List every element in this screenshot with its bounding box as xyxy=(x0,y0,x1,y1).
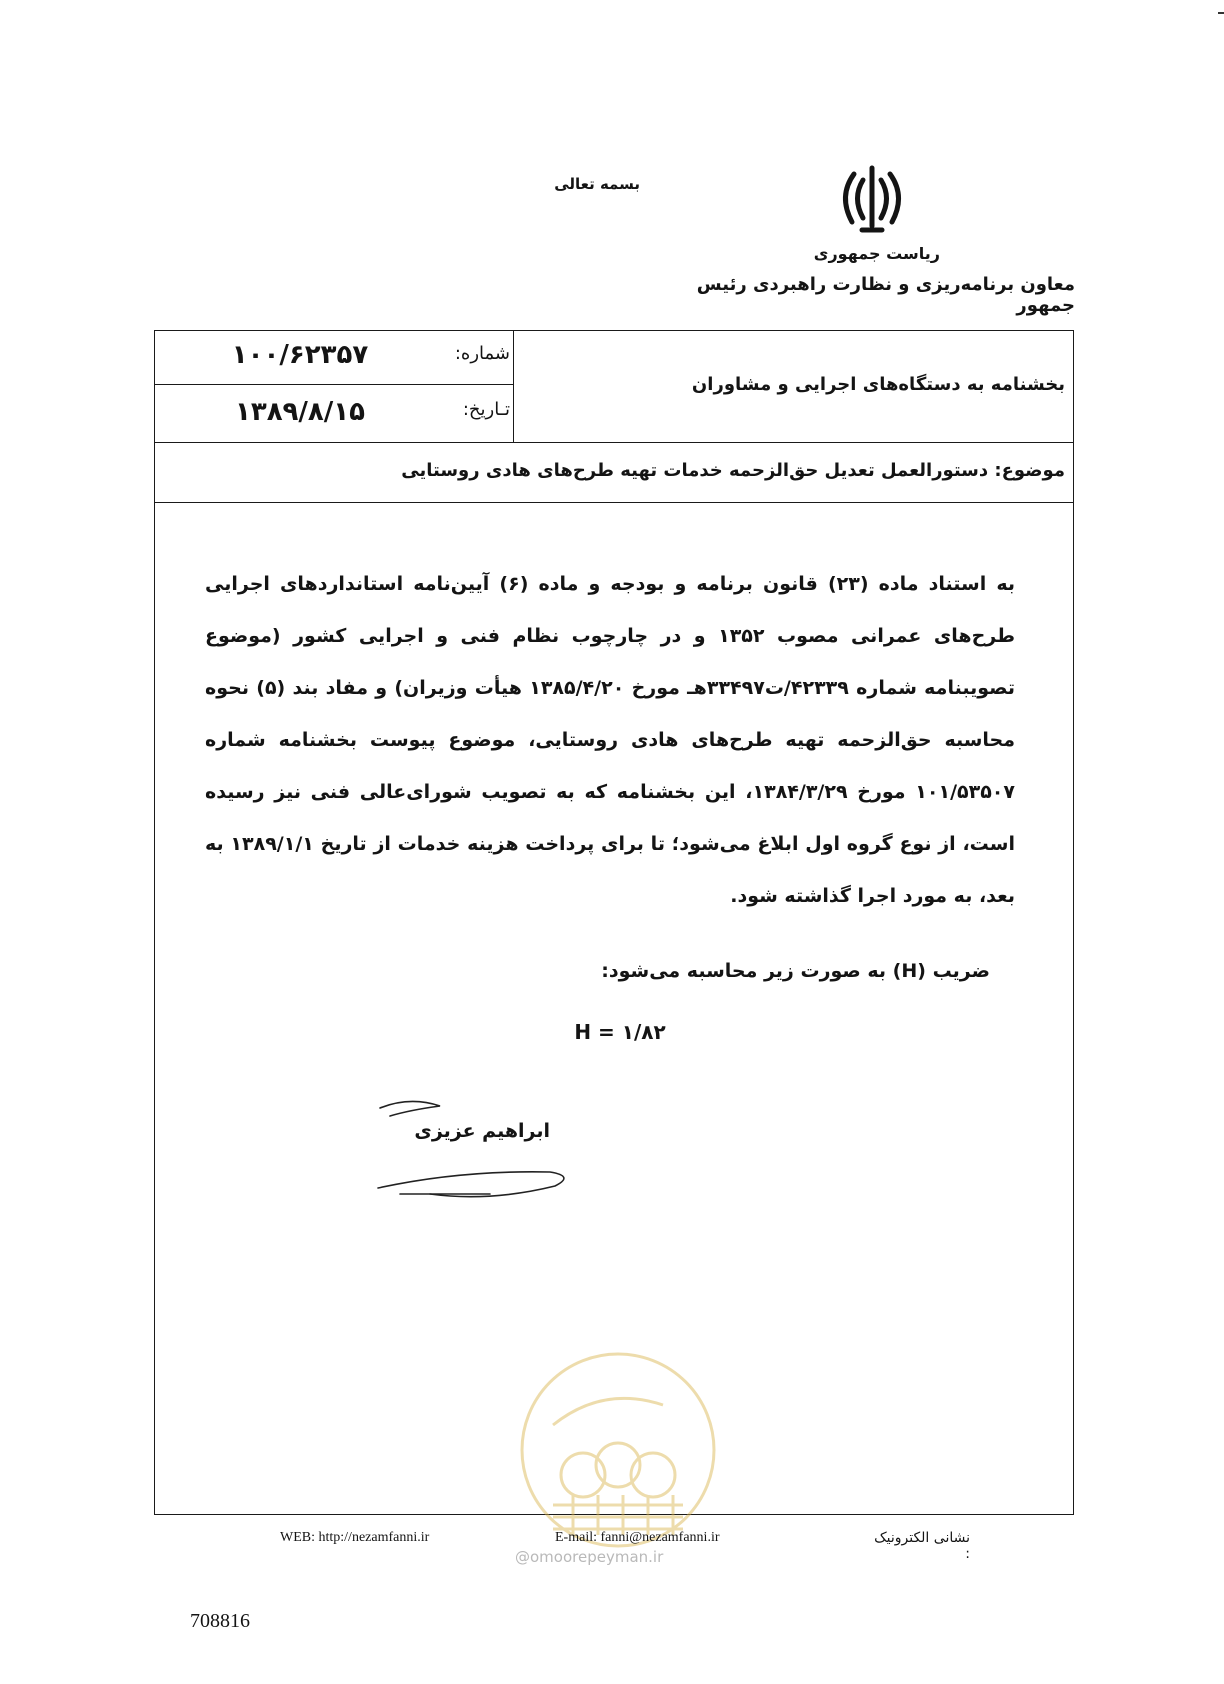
addressee-line: بخشنامه به دستگاه‌های اجرایی و مشاوران xyxy=(691,374,1065,395)
date-value: ۱۳۸۹/۸/۱۵ xyxy=(234,397,366,427)
signature-scribble xyxy=(370,1090,610,1200)
body-paragraph: به استناد ماده (۲۳) قانون برنامه و بودجه و ماده (۶) آیین‌نامه استانداردهای اجرایی طرح‌های عمرانی مصوب ۱۳۵۲ و در چارچوب نظام فنی و اجرایی کشور (موضوع تصویبنامه شماره ۴۲۳۳۹/ت۳۳۴۹۷هـ مورخ ۱۳۸۵/۴/۲۰ هیأت وزیران) و مفاد بند (۵) نحوه محاسبه حق‌الزحمه تهیه طرح‌های هادی روستایی، موضوع پیوست بخشنامه شماره ۱۰۱/۵۳۵۰۷ مورخ ۱۳۸۴/۳/۲۹، این بخشنامه که به تصویب شورای‌عالی فنی نیز رسیده است، از نوع گروه اول ابلاغ می‌شود؛ تا برای پرداخت هزینه خدمات از تاریخ ۱۳۸۹/۱/۱ به بعد، به مورد اجرا گذاشته شود. xyxy=(205,573,1015,907)
letter-frame xyxy=(154,330,1074,1515)
number-value: ۱۰۰/۶۲۳۵۷ xyxy=(231,340,369,370)
number-label: شماره: xyxy=(454,343,510,364)
deputy-title: معاون برنامه‌ریزی و نظارت راهبردی رئیس جمهور xyxy=(696,274,1075,316)
coefficient-label: ضریب (H) به صورت زیر محاسبه می‌شود: xyxy=(601,960,990,982)
date-label: تـاریخ: xyxy=(462,399,510,420)
iran-emblem-icon xyxy=(832,164,912,240)
coefficient-formula: H = ۱/۸۲ xyxy=(574,1020,666,1044)
signer-name: ابراهیم عزیزی xyxy=(414,1120,550,1142)
subject-divider xyxy=(154,502,1074,503)
footer-email: E-mail: fanni@nezamfanni.ir xyxy=(555,1530,720,1545)
meta-divider xyxy=(154,384,514,385)
organization-name: ریاست جمهوری xyxy=(813,244,940,263)
footer-email-label: نشانی الکترونیک : xyxy=(874,1530,970,1562)
header-divider xyxy=(154,442,1074,443)
watermark-seal-icon xyxy=(513,1345,723,1555)
corner-mark xyxy=(1218,12,1224,14)
footer-web: WEB: http://nezamfanni.ir xyxy=(280,1530,430,1545)
watermark-handle: @omoorepeyman.ir xyxy=(515,1548,664,1566)
subject-line: موضوع: دستورالعمل تعدیل حق‌الزحمه خدمات تهیه طرح‌های هادی روستایی xyxy=(401,460,1065,481)
document-id: 708816 xyxy=(190,1610,250,1632)
invocation-text: بسمه تعالی xyxy=(554,175,640,193)
